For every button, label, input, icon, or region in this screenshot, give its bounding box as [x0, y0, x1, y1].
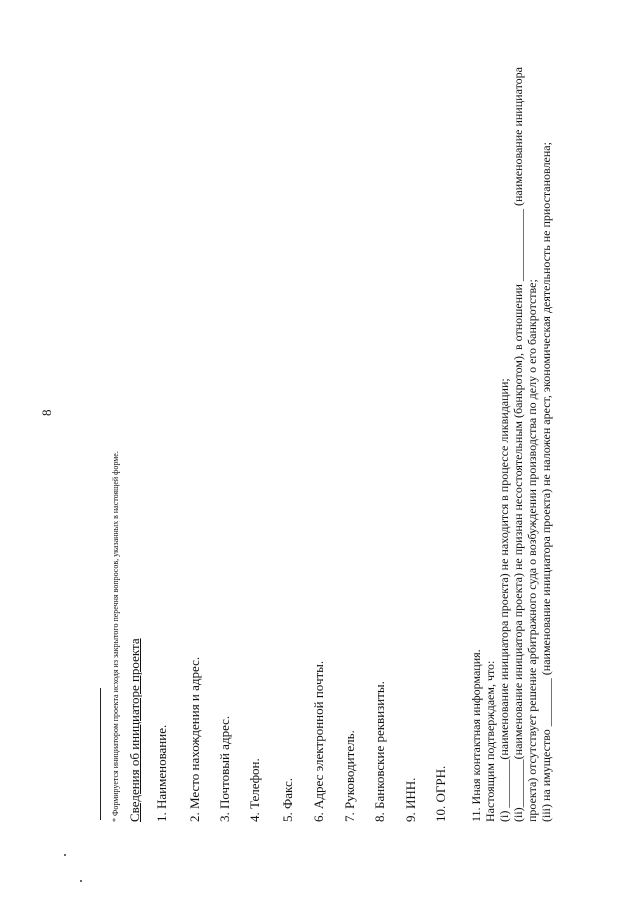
item-phone: 4. Телефон.	[247, 758, 262, 822]
item-ogrn: 10. ОГРН.	[433, 765, 448, 822]
item-fax: 5. Факс.	[280, 777, 295, 822]
clause-ii: (ii)________(наименование инициатора проекта) не признан несостоятельным (банкротом), в отношении ____________ (наименование инициатора	[511, 67, 525, 822]
confirm-intro: Настоящим подтверждаем, что:	[483, 660, 497, 822]
item-name: 1. Наименование.	[154, 724, 169, 822]
item-postal-address: 3. Почтовый адрес.	[217, 715, 232, 822]
item-location: 2. Место нахождения и адрес.	[187, 656, 202, 822]
contact-heading: 11. Иная контактная информация.	[469, 649, 483, 822]
page-number: 8	[39, 409, 54, 416]
clause-iii: (iii) на имущество ________ (наименование инициатора проекта) не наложен арест, экономическая деятельность не приостановлена;	[539, 142, 553, 822]
item-email: 6. Адрес электронной почты.	[311, 660, 326, 822]
clause-ii-continued: проекта) отсутствует решение арбитражного суда о возбуждении производства по делу о его банкротстве;	[525, 279, 539, 822]
clause-i: (i) ________(наименование инициатора проекта) не находится в процессе ликвидации;	[497, 378, 511, 822]
item-director: 7. Руководитель.	[342, 730, 357, 822]
footnote-rule	[100, 688, 101, 820]
section-title: Сведения об инициаторе проекта	[127, 638, 142, 822]
item-bank-details: 8. Банковские реквизиты.	[372, 681, 387, 822]
scan-speck	[64, 854, 66, 856]
footnote: * Формируется инициатором проекта исходя из закрытого перечня вопросов, указанных в настоящей форме.	[111, 451, 120, 822]
item-inn: 9. ИНН.	[403, 777, 418, 822]
scan-speck	[80, 880, 82, 882]
